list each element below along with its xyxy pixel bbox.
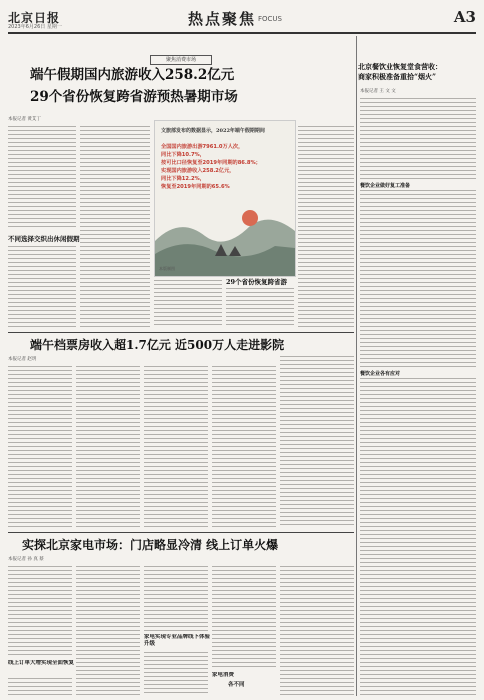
lead-body-col-5 xyxy=(298,126,354,328)
sidebar-body-c xyxy=(360,378,476,696)
third-subhead-4: 家电消费 xyxy=(212,672,235,678)
stat-line: 全国国内旅游出游7961.0万人次， xyxy=(161,144,244,150)
second-body-col-5 xyxy=(280,356,354,528)
sidebar-subhead-1: 餐饮企业做好复工准备 xyxy=(360,183,411,189)
newspaper-logo: 北京日报 xyxy=(8,11,61,25)
lead-body-col-1a xyxy=(8,126,76,230)
lead-headline-2: 29个省份恢复跨省游预热暑期市场 xyxy=(30,89,238,105)
page-number: A3 xyxy=(453,8,476,26)
lead-byline: 本报记者 黄艾丁 xyxy=(8,117,41,122)
sidebar-headline-2: 商家积极准备重拾“烟火” xyxy=(358,72,437,81)
second-headline: 端午档票房收入超1.7亿元 近500万人走进影院 xyxy=(30,338,285,352)
third-body-col-4a xyxy=(212,566,276,670)
sidebar-headline xyxy=(358,62,476,82)
section-title: 热点聚焦 xyxy=(188,10,257,28)
second-byline: 本报记者 赵玥 xyxy=(8,357,37,362)
section-title-en: FOCUS xyxy=(258,15,282,23)
sidebar-byline: 本报记者 王 文 文 xyxy=(360,89,396,94)
third-byline: 本报记者 孙 真 蔡 xyxy=(8,557,44,562)
third-subhead-5: 各不同 xyxy=(228,682,245,688)
stat-line: 实现国内旅游收入258.2亿元， xyxy=(161,168,235,174)
lead-kicker: 聚焦消费市场 xyxy=(150,55,212,65)
third-body-col-3a xyxy=(144,566,208,632)
issue-date: 2023年6月26日 星期一 xyxy=(8,24,62,30)
third-body-col-5 xyxy=(280,566,354,696)
third-body-col-2 xyxy=(76,566,140,696)
sidebar-headline-1: 北京餐饮业恢复堂食营收： xyxy=(358,62,442,71)
lead-body-col-3 xyxy=(154,280,222,328)
lead-subhead-2: 29个省份恢复跨省游 xyxy=(226,278,288,286)
lead-headline-1: 端午假期国内旅游收入258.2亿元 xyxy=(30,67,235,83)
stat-line: 同比下降10.7%， xyxy=(161,152,205,158)
infographic-title: 文旅部发布的数据显示，2022年端午假期期间 xyxy=(161,128,265,134)
lead-body-col-4 xyxy=(226,288,294,328)
sidebar-body-b xyxy=(360,190,476,368)
landscape-illustration xyxy=(155,196,295,276)
masthead xyxy=(8,6,476,34)
third-subhead-1: 线上订单大增实现全面恢复 xyxy=(8,660,75,666)
infographic xyxy=(154,120,296,277)
third-body-col-1b xyxy=(8,678,72,696)
divider xyxy=(8,532,354,533)
lead-body-col-2 xyxy=(80,126,150,328)
sidebar-body-a xyxy=(360,98,476,180)
lead-body-col-1b xyxy=(8,246,76,328)
second-body-col-1 xyxy=(8,366,72,528)
third-body-col-1a xyxy=(8,566,72,658)
third-body-col-3b xyxy=(144,652,208,696)
third-subhead-2: 家电实现专业品牌线下体验升级 xyxy=(144,634,211,647)
stat-line: 同比下降12.2%， xyxy=(161,176,205,182)
stat-line: 按可比口径恢复至2019年同期的86.8%； xyxy=(161,160,261,166)
second-body-col-2 xyxy=(76,366,140,528)
sidebar-subhead-2: 餐饮企业各有应对 xyxy=(360,371,401,377)
divider xyxy=(8,332,354,333)
second-body-col-4 xyxy=(212,366,276,528)
third-headline: 实探北京家电市场：门店略显冷清 线上订单火爆 xyxy=(22,538,279,552)
second-body-col-3 xyxy=(144,366,208,528)
column-rule xyxy=(356,36,357,696)
lead-subhead-1: 不同选择交织出休闲假期 xyxy=(8,235,80,243)
infographic-source: 本版制图 xyxy=(159,266,175,271)
stat-line: 恢复至2019年同期的65.6% xyxy=(161,184,230,190)
